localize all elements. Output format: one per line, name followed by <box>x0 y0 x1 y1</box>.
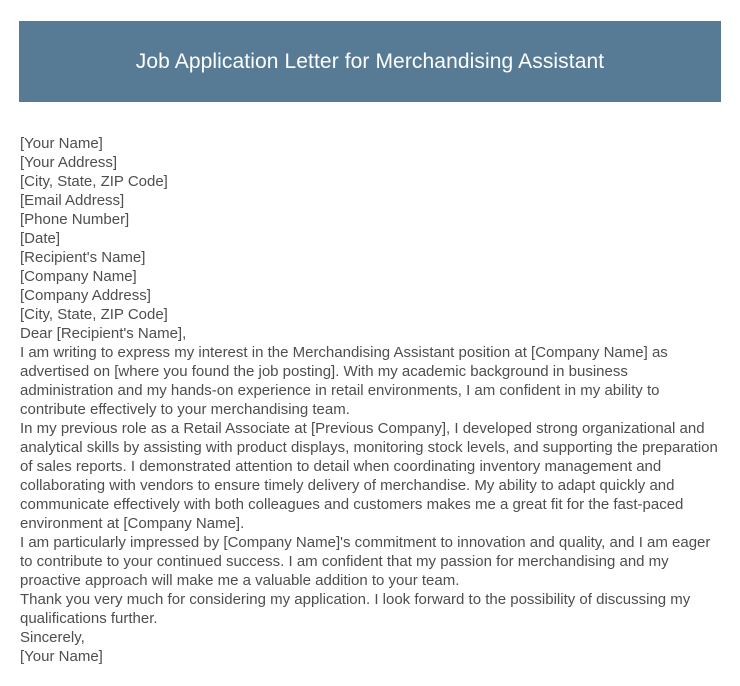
recipient-city-state-zip: [City, State, ZIP Code] <box>20 306 168 323</box>
body-paragraph-4: Thank you very much for considering my application. I look forward to the possibility of discussing my qualifications further. <box>20 591 691 627</box>
sender-address: [Your Address] <box>20 154 118 171</box>
letter-header-banner <box>19 21 721 102</box>
body-paragraph-3: I am particularly impressed by [Company Name]'s commitment to innovation and quality, and I am eager to contribute to your continued success. I am confident that my passion for merchandising and my proactive approach will make me a valuable addition to your team. <box>20 534 711 589</box>
sender-city-state-zip: [City, State, ZIP Code] <box>20 173 168 190</box>
sender-address-block <box>20 134 718 248</box>
page-title: Job Application Letter for Merchandising Assistant <box>135 49 605 73</box>
sender-name: [Your Name] <box>20 135 103 152</box>
salutation: Dear [Recipient's Name], <box>20 325 187 342</box>
sender-email: [Email Address] <box>20 192 125 209</box>
body-paragraph-2: In my previous role as a Retail Associate at [Previous Company], I developed strong organizational and analytical skills by assisting with product displays, monitoring stock levels, and supporting the preparation of sales reports. I demonstrated attention to detail when coordinating inventory management and collaborating with vendors to ensure timely delivery of merchandise. My ability to adapt quickly and communicate effectively with both colleagues and customers makes me a great fit for the fast-paced environment at [Company Name]. <box>20 420 718 532</box>
signature-name: [Your Name] <box>20 648 103 665</box>
body-paragraph-1: I am writing to express my interest in the Merchandising Assistant position at [Company Name] as advertised on [where you found the job posting]. With my academic background in business administration and my hands-on experience in retail environments, I am confident in my ability to contribute effectively to your merchandising team. <box>20 344 668 418</box>
letter-date: [Date] <box>20 230 61 247</box>
sender-phone: [Phone Number] <box>20 211 130 228</box>
recipient-company-name: [Company Name] <box>20 268 137 285</box>
recipient-name: [Recipient's Name] <box>20 249 146 266</box>
closing-salutation: Sincerely, <box>20 629 85 646</box>
letter-body <box>20 134 718 666</box>
recipient-company-address: [Company Address] <box>20 287 151 304</box>
recipient-address-block <box>20 248 718 324</box>
